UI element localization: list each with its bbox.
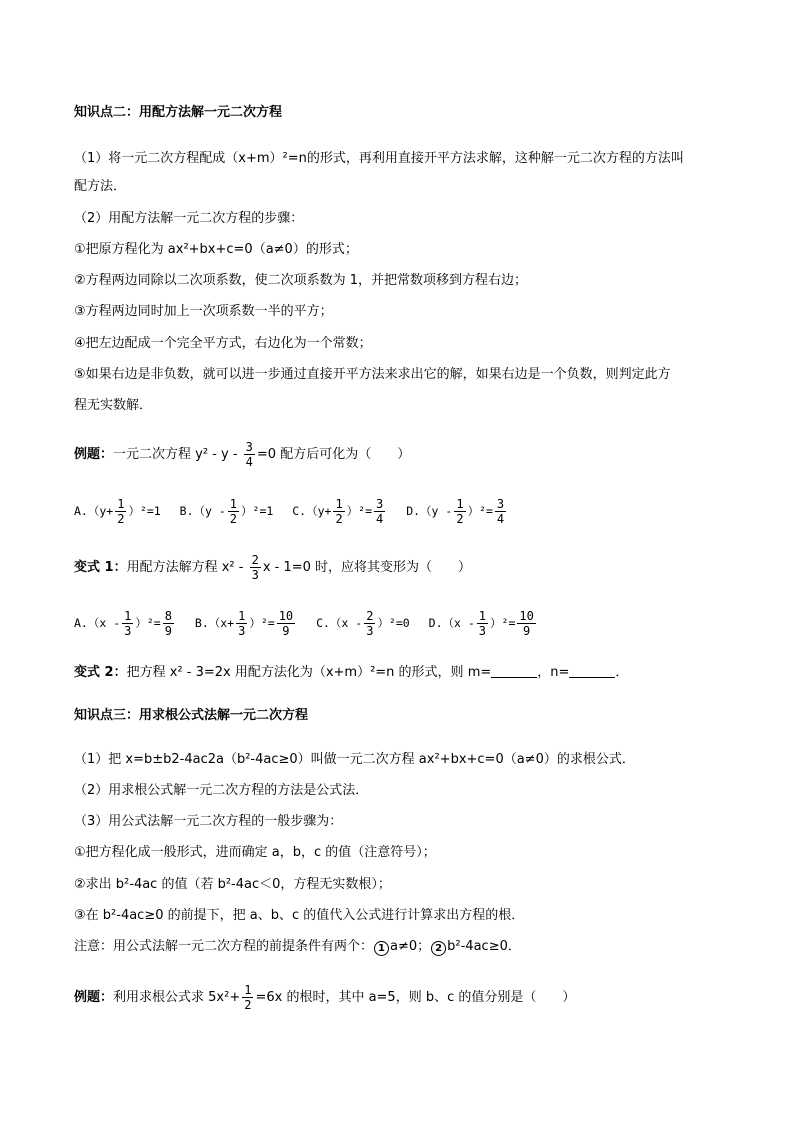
- note-text: 注意：用公式法解一元二次方程的前提条件有两个：: [74, 939, 374, 954]
- question-text-end: =0 配方后可化为（ ）: [256, 447, 411, 462]
- option-b[interactable]: B.（x+ $\frac{1}{3}$ ）²= $\frac{10}{9}$: [194, 609, 294, 638]
- step-2: ②求出 b²-4ac 的值（若 b²-4ac＜0，方程无实数根）；: [74, 877, 391, 892]
- question-text: 利用求根公式求 5x²+: [113, 990, 241, 1005]
- section-title-3: 知识点三：用求根公式法解一元二次方程: [74, 708, 309, 723]
- option-d[interactable]: D.（x - $\frac{1}{3}$ ）²= $\frac{10}{9}$: [428, 609, 534, 638]
- paragraph-2: （2）用配方法解一元二次方程的步骤：: [74, 211, 304, 226]
- fraction: $\frac{2}{3}$: [251, 553, 259, 582]
- question-text: 一元二次方程 y² - y -: [113, 447, 238, 462]
- option-b[interactable]: B.（y - $\frac{1}{2}$ ）²=1: [179, 497, 274, 526]
- paragraph-2: （2）用求根公式解一元二次方程的方法是公式法．: [74, 783, 369, 798]
- step-3: ③在 b²-4ac≥0 的前提下，把 a、b、c 的值代入公式进行计算求出方程的根．: [74, 908, 525, 923]
- paragraph-1: （1）把 x=b±b2-4ac2a（b²-4ac≥0）叫做一元二次方程 ax²+bx+c=0（a≠0）的求根公式．: [74, 752, 635, 767]
- fraction: $\frac{1}{2}$: [244, 983, 252, 1012]
- paragraph-1: （1）将一元二次方程配成（x+m）²=n的形式，再利用直接开平方法求解，这种解一元二次方程的方法叫: [74, 151, 684, 166]
- answer-blank-n[interactable]: [569, 665, 615, 678]
- example-label: 例题：: [74, 990, 114, 1005]
- question-text: 把方程 x² - 3=2x 用配方法化为（x+m）²=n 的形式，则 m=: [126, 665, 492, 680]
- example-label: 例题：: [74, 447, 114, 462]
- step-5: ⑤如果右边是非负数，就可以进一步通过直接开平方法来求出它的解，如果右边是一个负数，则判定此方: [74, 367, 671, 382]
- variant-1-options: [74, 609, 550, 638]
- option-c[interactable]: C.（x - $\frac{2}{3}$ ）²=0: [316, 609, 410, 638]
- answer-blank-m[interactable]: [491, 665, 537, 678]
- note: [74, 938, 521, 956]
- note-condition-2: b²-4ac≥0．: [447, 939, 521, 954]
- step-5-cont: 程无实数解．: [74, 398, 153, 413]
- step-2: ②方程两边同除以二次项系数，使二次项系数为 1，并把常数项移到方程右边；: [74, 273, 528, 288]
- step-1: ①把方程化成一般形式，进而确定 a，b，c 的值（注意符号）；: [74, 845, 436, 860]
- variant-label: 变式 1：: [74, 560, 127, 575]
- variant-label: 变式 2：: [74, 665, 127, 680]
- question-text-end: =6x 的根时，其中 a=5，则 b、c 的值分别是（ ）: [255, 990, 576, 1005]
- circled-2-icon: 2: [431, 941, 446, 956]
- question-text-end: ．: [615, 665, 629, 680]
- paragraph-1-cont: 配方法．: [74, 179, 127, 194]
- note-condition-1: a≠0；: [390, 939, 431, 954]
- section-title-2: 知识点二：用配方法解一元二次方程: [74, 105, 283, 120]
- variant-1-question: [74, 553, 471, 582]
- example-1-options: [74, 497, 520, 526]
- option-a[interactable]: A.（y+ $\frac{1}{2}$ ）²=1: [74, 497, 161, 526]
- question-text-mid: ，n=: [537, 665, 570, 680]
- question-text: 用配方法解方程 x² -: [126, 560, 244, 575]
- variant-2-question: [74, 664, 628, 682]
- option-a[interactable]: A.（x - $\frac{1}{3}$ ）²= $\frac{8}{9}$: [74, 609, 172, 638]
- example-1-question: [74, 440, 410, 469]
- fraction: $\frac{3}{4}$: [245, 440, 253, 469]
- example-2-question: [74, 983, 575, 1012]
- question-text-end: x - 1=0 时，应将其变形为（ ）: [262, 560, 472, 575]
- step-1: ①把原方程化为 ax²+bx+c=0（a≠0）的形式；: [74, 242, 358, 257]
- circled-1-icon: 1: [374, 941, 389, 956]
- option-c[interactable]: C.（y+ $\frac{1}{2}$ ）²= $\frac{3}{4}$: [292, 497, 384, 526]
- step-4: ④把左边配成一个完全平方式，右边化为一个常数；: [74, 336, 372, 351]
- option-d[interactable]: D.（y - $\frac{1}{2}$ ）²= $\frac{3}{4}$: [406, 497, 505, 526]
- step-3: ③方程两边同时加上一次项系数一半的平方；: [74, 304, 333, 319]
- paragraph-3: （3）用公式法解一元二次方程的一般步骤为：: [74, 814, 343, 829]
